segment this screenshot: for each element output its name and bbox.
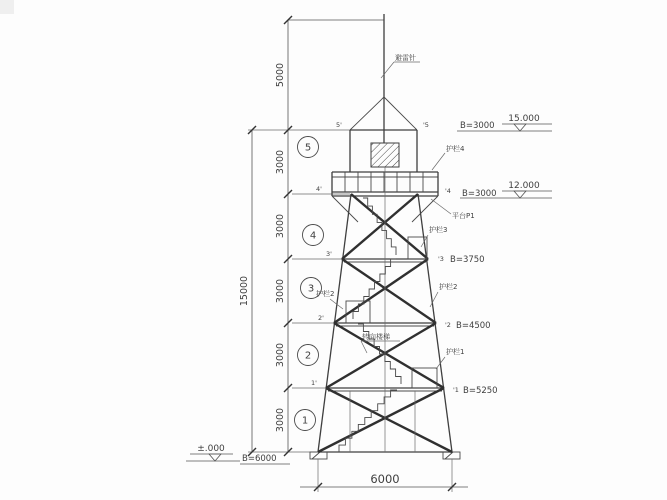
ground-level-mark [186,444,290,464]
tower-structure [307,14,460,459]
guardrail2-left-label: 护栏2 [316,290,335,298]
breadth-base: B=6000 [242,454,277,464]
level-ground: ±.000 [197,444,225,454]
section-2: 2 [304,350,312,362]
dim-segment-2: 3000 [275,342,286,368]
node-left-3: 3' [326,250,332,258]
node-right-1: '1 [453,386,459,394]
stair-flight-3 [353,259,396,319]
node-left-5: 5' [336,121,342,129]
section-4: 4 [309,230,317,242]
section-bubbles [295,137,324,431]
node-right-3: '3 [438,255,444,263]
breadth-n3: B=3750 [450,255,485,265]
dim-segment-1: 3000 [275,407,286,433]
guardrail3-label: 护栏3 [429,226,448,234]
guardrail1-label: 护栏1 [446,348,465,356]
section-3: 3 [307,283,315,295]
level-12000: 12.000 [508,181,540,191]
stair-note-label: 转向楼梯 [362,333,390,341]
node-left-1: 1' [311,379,317,387]
section-1: 1 [301,415,309,427]
breadth-n1: B=5250 [463,386,498,396]
hatched-equipment-box [371,143,399,167]
right-level-annotations [450,114,552,396]
node-right-4: '4 [445,187,451,195]
node-right-5: '5 [423,121,429,129]
dim-segment-5: 3000 [275,149,286,175]
breadth-n2: B=4500 [456,321,491,331]
dim-rod-height: 5000 [275,62,286,88]
lightning-rod [350,14,417,143]
node-left-2: 2' [318,314,324,322]
node-right-2: '2 [445,321,451,329]
guardrail4-label: 护栏4 [446,145,465,153]
node-left-4: 4' [316,185,322,193]
breadth-top: B=3000 [460,121,495,131]
dim-total-height: 15000 [239,275,250,307]
dim-base-width: 6000 [370,472,400,486]
stair-posts [350,167,415,452]
base-dimension [300,459,468,492]
section-5: 5 [304,142,312,154]
level-15000: 15.000 [508,114,540,124]
lightning-rod-label: 避雷针 [395,54,416,62]
dim-segment-4: 3000 [275,213,286,239]
guardrail2-right-label: 护栏2 [439,283,458,291]
dim-segment-3: 3000 [275,278,286,304]
platform-p1-label: 平台P1 [452,212,475,220]
breadth-n4: B=3000 [462,189,497,199]
